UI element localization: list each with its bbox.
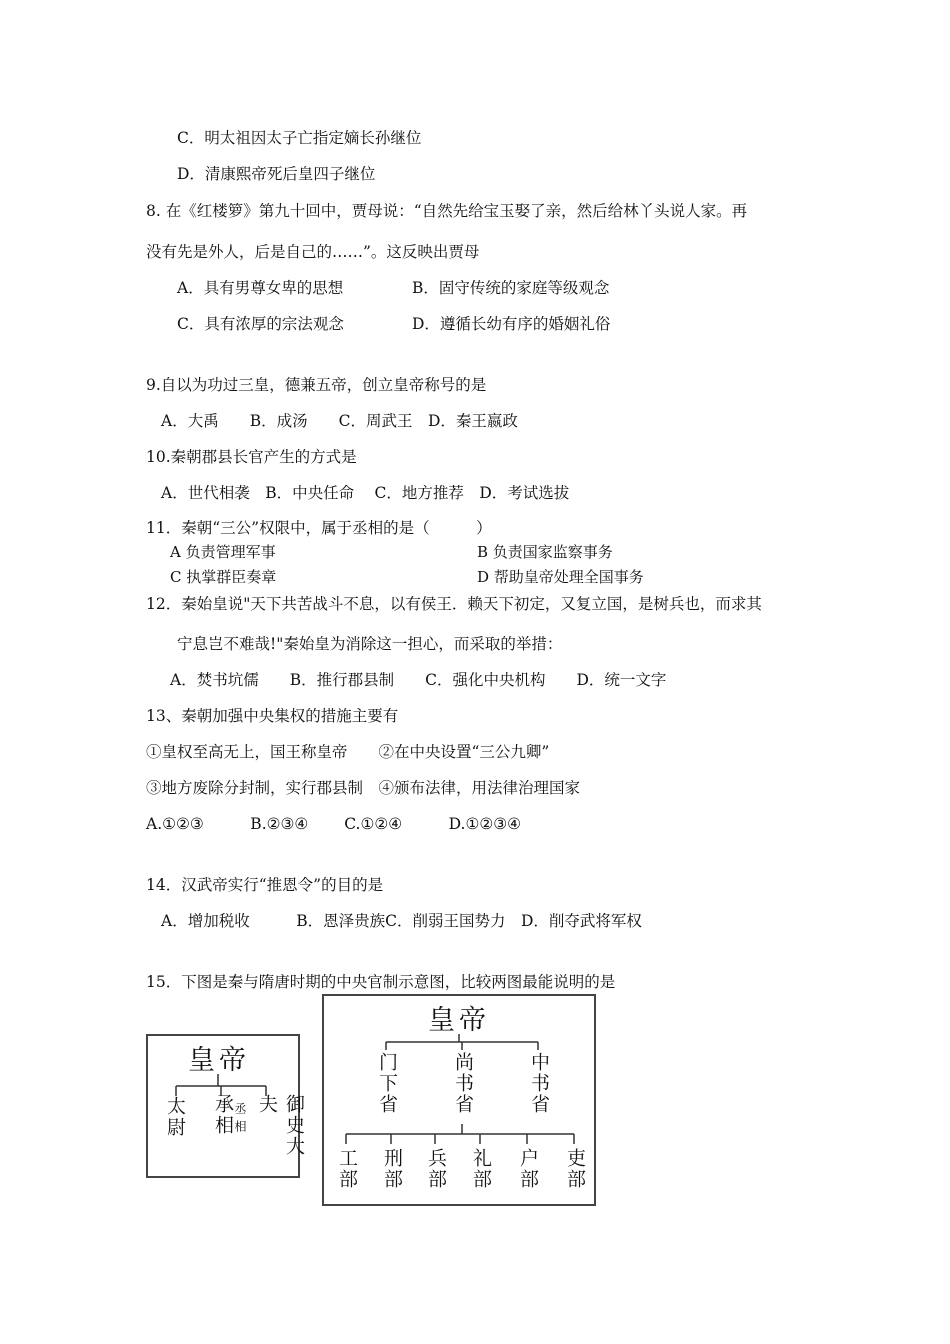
q12-stem-line2: 宁息岂不难哉!"秦始皇为消除这一担心，而采取的举措： [177,635,563,653]
q8-option-a: A．具有男尊女卑的思想 [177,279,344,297]
q11-option-d: D 帮助皇帝处理全国事务 [477,568,644,586]
suitang-bingbu-label: 兵部 [425,1148,447,1190]
suitang-hubu-label: 户部 [517,1148,539,1190]
qin-chengxiang-note: 丞相 [233,1102,247,1138]
q10-options: A．世代相袭 B．中央任命 C．地方推荐 D．考试选拔 [161,484,570,502]
suitang-libu2-label: 吏部 [564,1148,586,1190]
q13-options: A.①②③ B.②③④ C.①②④ D.①②③④ [146,815,522,833]
q11-option-b: B 负责国家监察事务 [477,543,613,561]
suitang-zhongshu-label: 中书省 [528,1052,550,1115]
q7-option-d: D．清康熙帝死后皇四子继位 [177,165,376,183]
q11-option-a: A 负责管理军事 [170,543,276,561]
q15-stem: 15．下图是秦与隋唐时期的中央官制示意图，比较两图最能说明的是 [146,973,616,991]
q13-stem: 13、秦朝加强中央集权的措施主要有 [146,707,399,725]
q7-option-c: C．明太祖因太子亡指定嫡长孙继位 [177,129,422,147]
q9-stem: 9.自以为功过三皇，德兼五帝，创立皇帝称号的是 [146,376,487,394]
q8-stem-line2: 没有先是外人，后是自己的……”。这反映出贾母 [146,243,480,261]
suitang-official-diagram [322,994,596,1206]
suitang-gongbu-label: 工部 [336,1148,358,1190]
qin-official-diagram [146,1034,305,1178]
q11-stem: 11．秦朝“三公”权限中，属于丞相的是（ ） [146,519,492,537]
q8-option-d: D．遵循长幼有序的婚姻礼俗 [412,315,611,333]
qin-emperor-label: 皇帝 [188,1045,250,1076]
suitang-xingbu-label: 刑部 [381,1148,403,1190]
q13-items-1-2: ①皇权至高无上，国王称皇帝 ②在中央设置“三公九卿” [146,743,550,761]
q12-options: A．焚书坑儒 B．推行郡县制 C．强化中央机构 D．统一文字 [170,671,667,689]
q9-options: A．大禹 B．成汤 C．周武王 D．秦王嬴政 [161,412,518,430]
q14-options: A．增加税收 B．恩泽贵族C．削弱王国势力 D．削夺武将军权 [161,912,642,930]
q13-items-3-4: ③地方废除分封制，实行郡县制 ④颁布法律，用法律治理国家 [146,779,581,797]
suitang-shangshu-label: 尚书省 [452,1052,474,1115]
suitang-libu-label: 礼部 [470,1148,492,1190]
q11-option-c: C 执掌群臣奏章 [170,568,277,586]
q8-option-b: B．固守传统的家庭等级观念 [412,279,610,297]
q14-stem: 14．汉武帝实行“推恩令”的目的是 [146,876,384,894]
qin-taiwei-label: 太尉 [164,1096,186,1138]
suitang-emperor-label: 皇帝 [428,1005,490,1036]
qin-chengxiang-label: 承相 [212,1094,234,1136]
q8-option-c: C．具有浓厚的宗法观念 [177,315,344,333]
q8-stem-line1: 8. 在《红楼箩》第九十回中，贾母说：“自然先给宝玉娶了亲，然后给林丫头说人家。再 [146,202,748,220]
qin-yushi-label: 御史大夫 [256,1094,305,1157]
q10-stem: 10.秦朝郡县长官产生的方式是 [146,448,357,466]
q12-stem-line1: 12．秦始皇说"天下共苦战斗不息，以有侯王．赖天下初定，又复立国，是树兵也，而求其 [146,595,762,613]
suitang-menxia-label: 门下省 [376,1052,398,1115]
